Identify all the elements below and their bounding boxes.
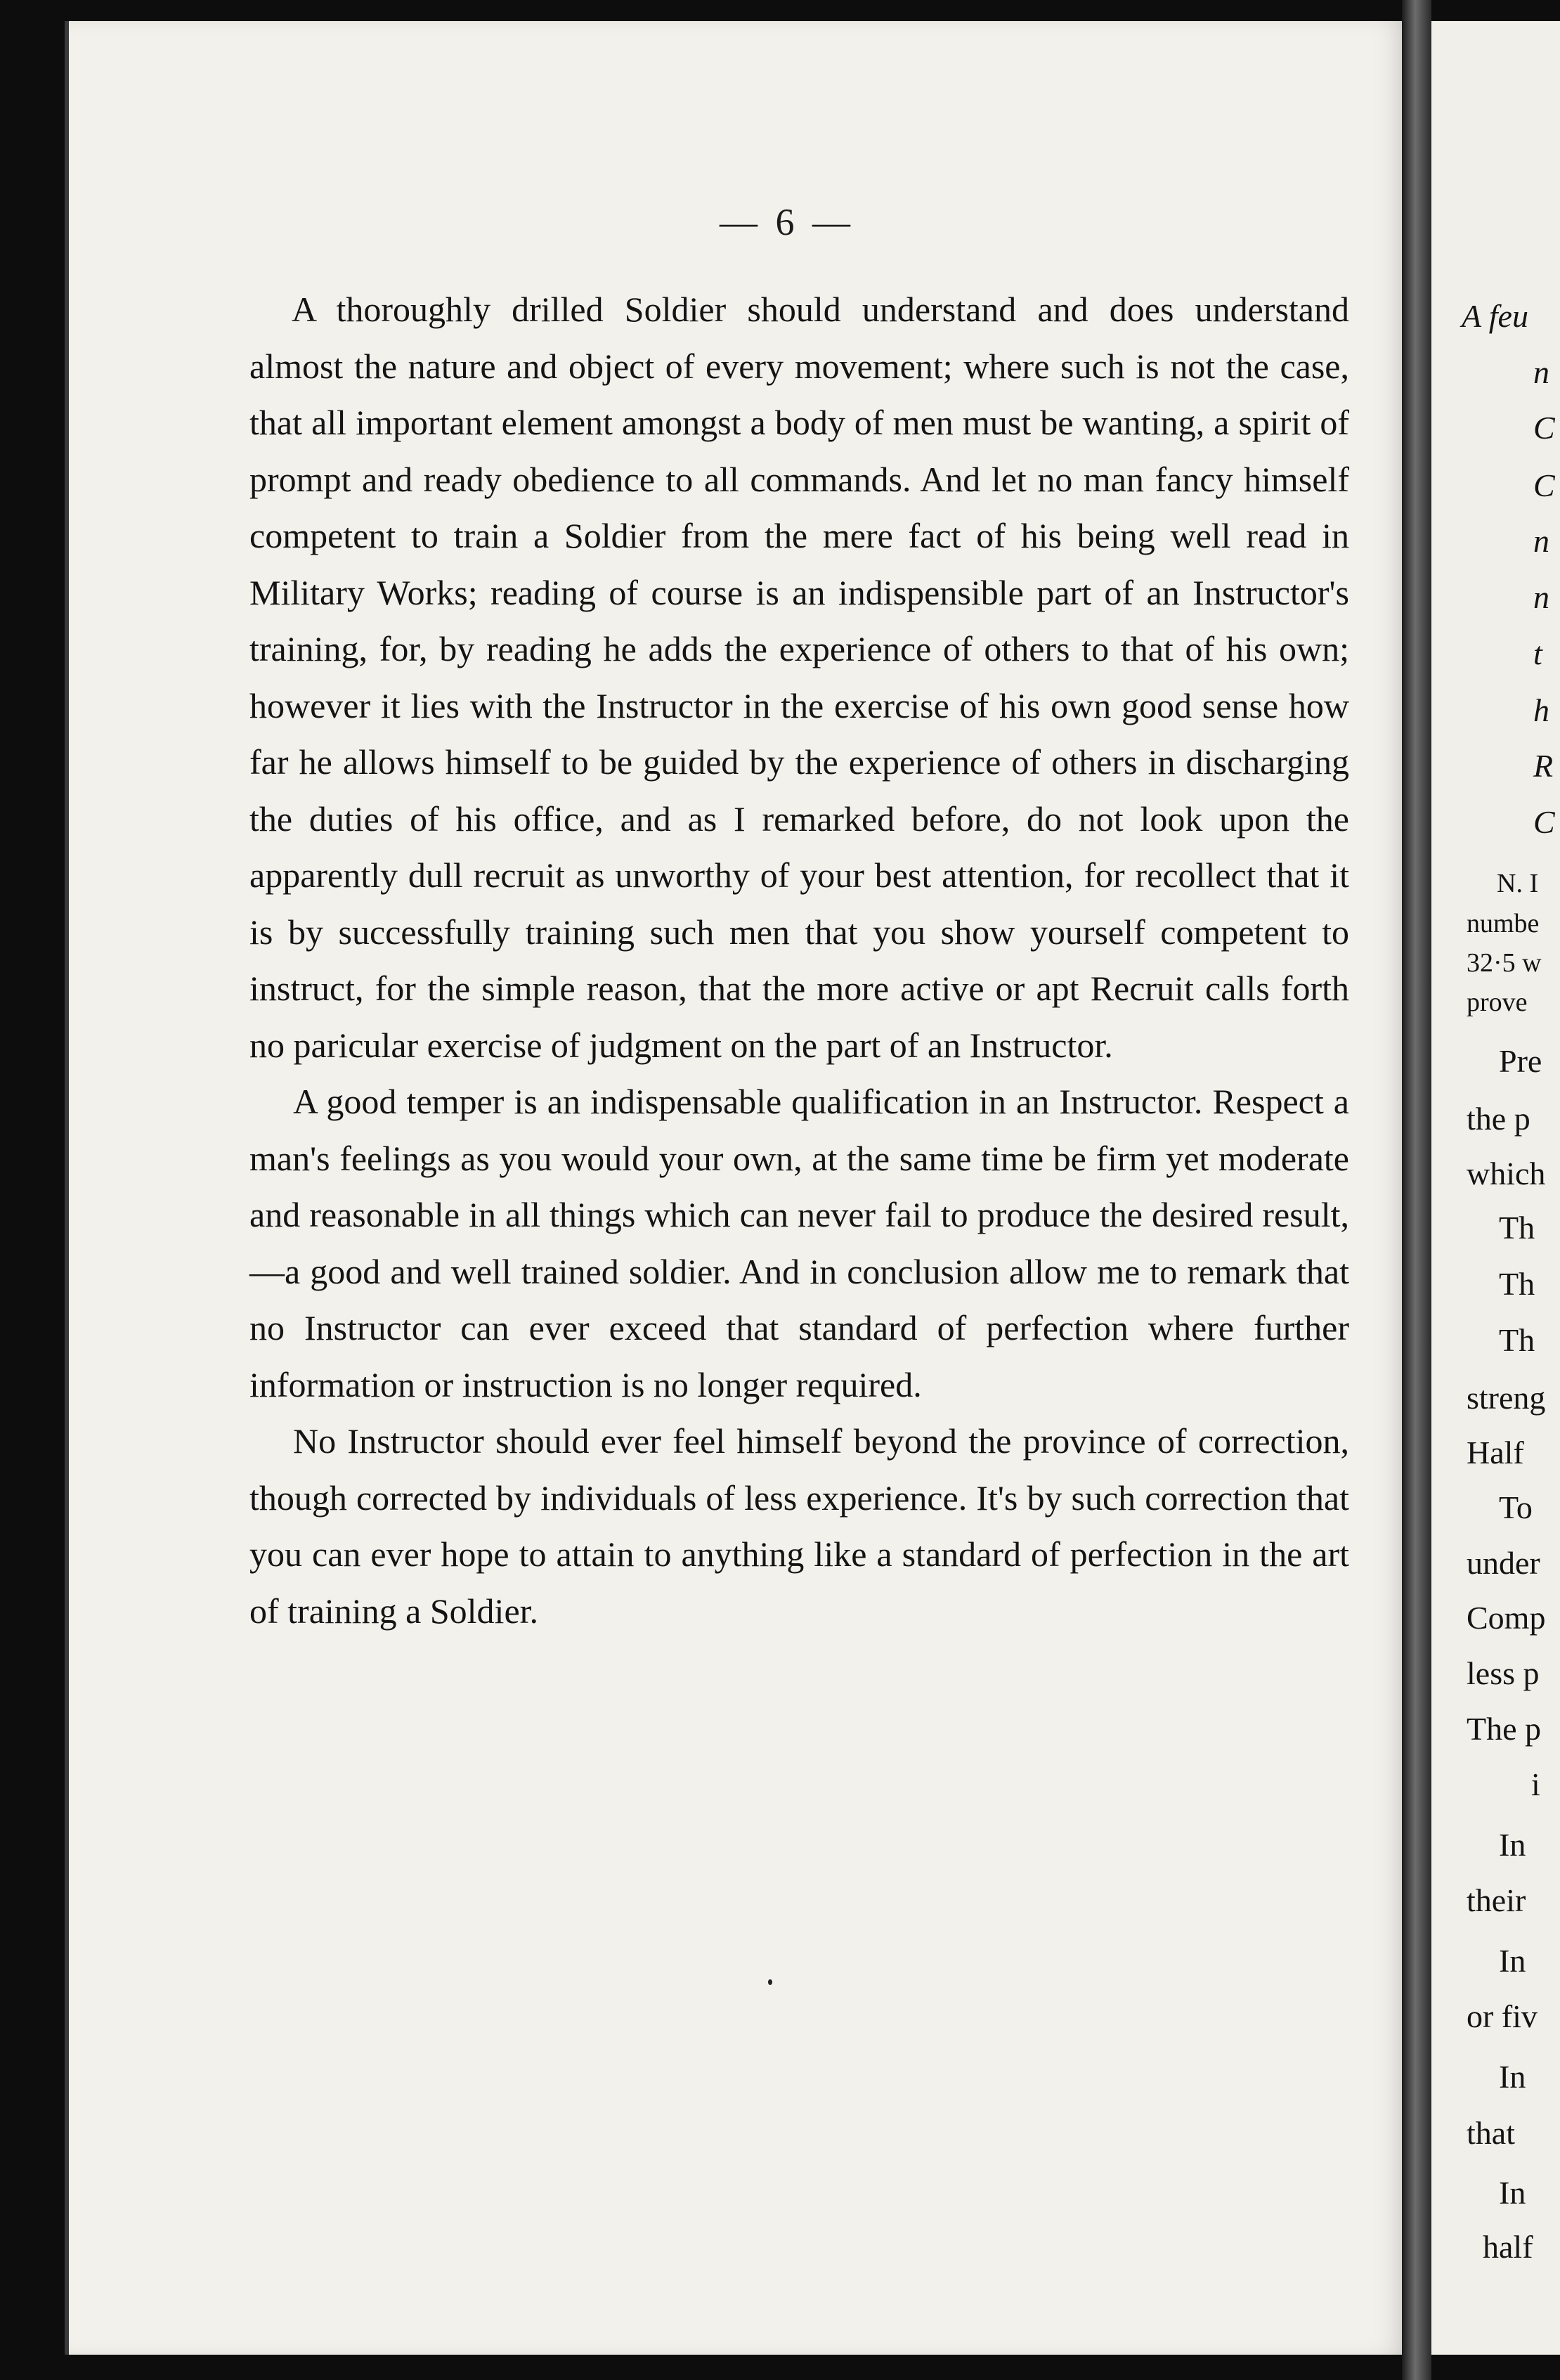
facing-line: N. I bbox=[1497, 869, 1539, 898]
facing-line: In bbox=[1499, 1827, 1526, 1863]
facing-line: To bbox=[1499, 1489, 1533, 1525]
facing-line: The p bbox=[1467, 1711, 1542, 1747]
body-text bbox=[249, 281, 1349, 1639]
facing-line: Th bbox=[1499, 1210, 1535, 1246]
facing-line: A feu bbox=[1462, 298, 1528, 334]
facing-line: C bbox=[1533, 467, 1555, 503]
facing-line: numbe bbox=[1467, 909, 1540, 938]
facing-line: C bbox=[1533, 804, 1555, 840]
facing-line: streng bbox=[1467, 1380, 1546, 1416]
facing-line: 32·5 w bbox=[1467, 948, 1542, 978]
facing-line: In bbox=[1499, 1943, 1526, 1979]
facing-line: n bbox=[1533, 523, 1549, 559]
facing-line: In bbox=[1499, 2059, 1526, 2095]
facing-line: n bbox=[1533, 354, 1549, 390]
facing-line: their bbox=[1467, 1882, 1526, 1918]
facing-line: R bbox=[1533, 748, 1554, 784]
facing-line: h bbox=[1533, 692, 1549, 728]
facing-line: Comp bbox=[1467, 1600, 1546, 1636]
facing-line: Pre bbox=[1499, 1043, 1542, 1079]
book-gutter bbox=[1402, 0, 1431, 2380]
page-number: — 6 — bbox=[720, 201, 854, 243]
paragraph: No Instructor should ever feel himself beyond the province of correction, though corrected by individuals of less experience. It's by such correction that you can ever hope to attain to anything like a standard of perfection in the art of training a Soldier. bbox=[249, 1421, 1349, 1631]
facing-line: the p bbox=[1467, 1101, 1530, 1137]
facing-line: that bbox=[1467, 2115, 1515, 2151]
facing-line: t bbox=[1533, 635, 1542, 671]
facing-line: or fiv bbox=[1467, 1998, 1538, 2034]
facing-line: less p bbox=[1467, 1655, 1540, 1691]
facing-line: which bbox=[1467, 1156, 1546, 1191]
facing-line: Half bbox=[1467, 1435, 1524, 1470]
paragraph: A thoroughly drilled Soldier should understand and does understand almost the nature and object of every movement; where such is not the case, that all important element amongst a body of men must be wanting, a spirit of prompt and ready obedience to all commands. And let no man fancy himself competent to train a Soldier from the mere fact of his being well read in Military Works; reading of course is an indispensible part of an Instructor's training, for, by reading he adds the experience of others to that of his own; however it lies with the Instructor in the exercise of his own good sense how far he allows himself to be guided by the experience of others in discharging the duties of his office, and as I remarked before, do not look upon the apparently dull recruit as unworthy of your best attention, for recollect that it is by successfully training such men that you show yourself competent to instruct, for the simple reason, that the more active or apt Recruit calls forth no paricular exercise of judgment on the part of an Instructor. bbox=[249, 290, 1349, 1065]
facing-line: half bbox=[1483, 2229, 1533, 2265]
facing-line: i bbox=[1531, 1766, 1540, 1802]
facing-line: Th bbox=[1499, 1322, 1535, 1358]
facing-line: prove bbox=[1467, 988, 1528, 1017]
paragraph: A good temper is an indispensable qualification in an Instructor. Respect a man's feelings as you would your own, at the same time be firm yet moderate and reasonable in all things which can never fail to produce the desired result,—a good and well trained soldier. And in conclusion allow me to remark that no Instructor can ever exceed that standard of perfection where further information or instruction is no longer required. bbox=[249, 1082, 1349, 1404]
facing-line: C bbox=[1533, 410, 1555, 446]
facing-page bbox=[1431, 21, 1560, 2355]
ink-speck bbox=[768, 1979, 772, 1985]
facing-line: under bbox=[1467, 1545, 1540, 1581]
facing-line: n bbox=[1533, 579, 1549, 615]
facing-line: Th bbox=[1499, 1266, 1535, 1302]
facing-line: In bbox=[1499, 2175, 1526, 2211]
